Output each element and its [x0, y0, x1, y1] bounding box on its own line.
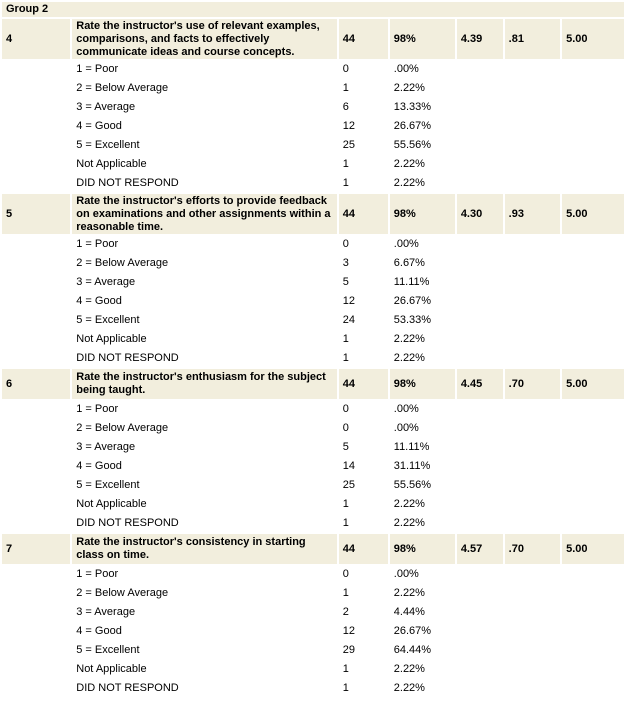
- answer-label: Not Applicable: [72, 156, 336, 173]
- answer-empty-cell: [505, 585, 560, 602]
- answer-count: 1: [339, 80, 388, 97]
- answer-empty-cell: [505, 137, 560, 154]
- answer-row: [2, 661, 624, 678]
- question-mean: 4.30: [457, 194, 503, 234]
- answer-row: [2, 585, 624, 602]
- answer-empty-cell: [505, 61, 560, 78]
- answer-count: 1: [339, 585, 388, 602]
- answer-empty-cell: [505, 350, 560, 367]
- answer-empty-cell: [505, 420, 560, 437]
- answer-spacer: [2, 99, 70, 116]
- answer-empty-cell: [562, 99, 624, 116]
- answer-empty-cell: [457, 80, 503, 97]
- answer-row: [2, 566, 624, 583]
- answer-percent: 2.22%: [390, 680, 455, 697]
- answer-label: 4 = Good: [72, 458, 336, 475]
- answer-percent: 55.56%: [390, 137, 455, 154]
- answer-percent: .00%: [390, 401, 455, 418]
- answer-percent: 26.67%: [390, 293, 455, 310]
- answer-empty-cell: [505, 255, 560, 272]
- question-row: [2, 194, 624, 234]
- question-mean: 4.57: [457, 534, 503, 564]
- answer-empty-cell: [562, 137, 624, 154]
- answer-count: 1: [339, 331, 388, 348]
- answer-count: 0: [339, 566, 388, 583]
- answer-percent: 2.22%: [390, 350, 455, 367]
- answer-empty-cell: [457, 350, 503, 367]
- answer-empty-cell: [562, 477, 624, 494]
- answer-spacer: [2, 255, 70, 272]
- question-n: 44: [339, 534, 388, 564]
- answer-empty-cell: [457, 420, 503, 437]
- question-n: 44: [339, 194, 388, 234]
- answer-count: 25: [339, 137, 388, 154]
- answer-percent: .00%: [390, 61, 455, 78]
- answer-spacer: [2, 61, 70, 78]
- question-number: 4: [2, 19, 70, 59]
- answer-count: 12: [339, 623, 388, 640]
- answer-count: 25: [339, 477, 388, 494]
- answer-empty-cell: [562, 680, 624, 697]
- answer-spacer: [2, 496, 70, 513]
- question-std-dev: .93: [505, 194, 560, 234]
- answer-row: [2, 99, 624, 116]
- group-header-row: [2, 2, 624, 17]
- question-n: 44: [339, 19, 388, 59]
- answer-empty-cell: [505, 175, 560, 192]
- answer-empty-cell: [457, 623, 503, 640]
- answer-spacer: [2, 604, 70, 621]
- answer-spacer: [2, 420, 70, 437]
- answer-empty-cell: [562, 458, 624, 475]
- question-row: [2, 369, 624, 399]
- answer-label: 3 = Average: [72, 99, 336, 116]
- answer-count: 1: [339, 156, 388, 173]
- answer-label: 2 = Below Average: [72, 255, 336, 272]
- answer-spacer: [2, 312, 70, 329]
- answer-label: 4 = Good: [72, 623, 336, 640]
- answer-label: DID NOT RESPOND: [72, 175, 336, 192]
- answer-count: 2: [339, 604, 388, 621]
- answer-empty-cell: [457, 255, 503, 272]
- answer-label: 2 = Below Average: [72, 80, 336, 97]
- answer-empty-cell: [562, 118, 624, 135]
- answer-count: 6: [339, 99, 388, 116]
- answer-percent: 26.67%: [390, 623, 455, 640]
- answer-label: Not Applicable: [72, 661, 336, 678]
- answer-empty-cell: [457, 312, 503, 329]
- answer-empty-cell: [505, 439, 560, 456]
- answer-empty-cell: [505, 680, 560, 697]
- answer-count: 0: [339, 236, 388, 253]
- answer-spacer: [2, 515, 70, 532]
- answer-empty-cell: [457, 293, 503, 310]
- answer-row: [2, 274, 624, 291]
- answer-empty-cell: [457, 175, 503, 192]
- answer-spacer: [2, 156, 70, 173]
- answer-spacer: [2, 401, 70, 418]
- answer-empty-cell: [562, 274, 624, 291]
- answer-spacer: [2, 623, 70, 640]
- answer-empty-cell: [457, 515, 503, 532]
- answer-label: DID NOT RESPOND: [72, 680, 336, 697]
- answer-empty-cell: [505, 331, 560, 348]
- answer-percent: .00%: [390, 420, 455, 437]
- answer-count: 1: [339, 515, 388, 532]
- answer-empty-cell: [505, 99, 560, 116]
- answer-percent: 2.22%: [390, 175, 455, 192]
- answer-percent: 2.22%: [390, 80, 455, 97]
- answer-percent: 26.67%: [390, 118, 455, 135]
- answer-count: 24: [339, 312, 388, 329]
- answer-label: DID NOT RESPOND: [72, 350, 336, 367]
- answer-empty-cell: [562, 255, 624, 272]
- answer-count: 12: [339, 293, 388, 310]
- answer-count: 1: [339, 175, 388, 192]
- answer-count: 1: [339, 496, 388, 513]
- answer-empty-cell: [562, 236, 624, 253]
- answer-empty-cell: [457, 642, 503, 659]
- answer-percent: 55.56%: [390, 477, 455, 494]
- answer-count: 14: [339, 458, 388, 475]
- answer-percent: 2.22%: [390, 496, 455, 513]
- question-std-dev: .70: [505, 369, 560, 399]
- answer-empty-cell: [505, 274, 560, 291]
- answer-row: [2, 331, 624, 348]
- answer-row: [2, 496, 624, 513]
- question-median: 5.00: [562, 194, 624, 234]
- answer-spacer: [2, 477, 70, 494]
- answer-spacer: [2, 137, 70, 154]
- answer-empty-cell: [457, 661, 503, 678]
- answer-spacer: [2, 566, 70, 583]
- answer-percent: 53.33%: [390, 312, 455, 329]
- answer-label: 3 = Average: [72, 439, 336, 456]
- answer-count: 0: [339, 401, 388, 418]
- answer-label: 4 = Good: [72, 293, 336, 310]
- answer-spacer: [2, 680, 70, 697]
- answer-row: [2, 458, 624, 475]
- question-text: Rate the instructor's enthusiasm for the subject being taught.: [72, 369, 336, 399]
- answer-spacer: [2, 175, 70, 192]
- answer-label: 2 = Below Average: [72, 585, 336, 602]
- answer-empty-cell: [505, 236, 560, 253]
- answer-empty-cell: [505, 401, 560, 418]
- answer-empty-cell: [562, 293, 624, 310]
- answer-spacer: [2, 293, 70, 310]
- question-response-rate: 98%: [390, 534, 455, 564]
- question-number: 6: [2, 369, 70, 399]
- answer-empty-cell: [505, 623, 560, 640]
- answer-empty-cell: [457, 566, 503, 583]
- answer-row: [2, 80, 624, 97]
- answer-row: [2, 350, 624, 367]
- answer-label: 5 = Excellent: [72, 137, 336, 154]
- answer-empty-cell: [505, 312, 560, 329]
- answer-spacer: [2, 80, 70, 97]
- answer-label: 5 = Excellent: [72, 642, 336, 659]
- answer-empty-cell: [562, 604, 624, 621]
- question-mean: 4.45: [457, 369, 503, 399]
- answer-empty-cell: [505, 642, 560, 659]
- answer-spacer: [2, 458, 70, 475]
- answer-percent: 31.11%: [390, 458, 455, 475]
- question-text: Rate the instructor's efforts to provide feedback on examinations and other assignments within a reasonable time.: [72, 194, 336, 234]
- answer-row: [2, 175, 624, 192]
- answer-empty-cell: [562, 661, 624, 678]
- answer-label: 1 = Poor: [72, 566, 336, 583]
- answer-label: 5 = Excellent: [72, 477, 336, 494]
- answer-empty-cell: [505, 293, 560, 310]
- answer-row: [2, 312, 624, 329]
- answer-row: [2, 61, 624, 78]
- answer-row: [2, 439, 624, 456]
- question-n: 44: [339, 369, 388, 399]
- answer-row: [2, 642, 624, 659]
- answer-empty-cell: [457, 137, 503, 154]
- answer-empty-cell: [457, 680, 503, 697]
- answer-row: [2, 515, 624, 532]
- answer-percent: 13.33%: [390, 99, 455, 116]
- answer-count: 0: [339, 420, 388, 437]
- answer-spacer: [2, 642, 70, 659]
- answer-count: 29: [339, 642, 388, 659]
- answer-empty-cell: [562, 350, 624, 367]
- answer-empty-cell: [457, 439, 503, 456]
- answer-empty-cell: [562, 585, 624, 602]
- question-median: 5.00: [562, 534, 624, 564]
- answer-count: 1: [339, 661, 388, 678]
- answer-empty-cell: [457, 496, 503, 513]
- answer-empty-cell: [562, 80, 624, 97]
- answer-percent: 11.11%: [390, 439, 455, 456]
- answer-percent: .00%: [390, 566, 455, 583]
- group-title: Group 2: [2, 2, 624, 17]
- answer-empty-cell: [457, 274, 503, 291]
- question-mean: 4.39: [457, 19, 503, 59]
- question-std-dev: .70: [505, 534, 560, 564]
- answer-row: [2, 255, 624, 272]
- answer-count: 1: [339, 680, 388, 697]
- answer-percent: 2.22%: [390, 661, 455, 678]
- answer-percent: 4.44%: [390, 604, 455, 621]
- answer-percent: .00%: [390, 236, 455, 253]
- answer-empty-cell: [457, 477, 503, 494]
- answer-row: [2, 420, 624, 437]
- answer-percent: 2.22%: [390, 156, 455, 173]
- answer-percent: 11.11%: [390, 274, 455, 291]
- answer-row: [2, 118, 624, 135]
- answer-count: 12: [339, 118, 388, 135]
- answer-empty-cell: [457, 99, 503, 116]
- answer-empty-cell: [562, 439, 624, 456]
- answer-empty-cell: [562, 175, 624, 192]
- answer-empty-cell: [457, 401, 503, 418]
- answer-count: 3: [339, 255, 388, 272]
- answer-empty-cell: [457, 156, 503, 173]
- answer-count: 5: [339, 274, 388, 291]
- answer-empty-cell: [562, 420, 624, 437]
- answer-empty-cell: [562, 623, 624, 640]
- answer-row: [2, 137, 624, 154]
- answer-empty-cell: [562, 515, 624, 532]
- answer-spacer: [2, 331, 70, 348]
- question-number: 5: [2, 194, 70, 234]
- results-body: [2, 2, 624, 697]
- answer-label: Not Applicable: [72, 331, 336, 348]
- answer-label: 2 = Below Average: [72, 420, 336, 437]
- question-response-rate: 98%: [390, 194, 455, 234]
- answer-empty-cell: [457, 61, 503, 78]
- question-text: Rate the instructor's consistency in starting class on time.: [72, 534, 336, 564]
- answer-empty-cell: [505, 661, 560, 678]
- answer-label: 1 = Poor: [72, 401, 336, 418]
- answer-empty-cell: [505, 496, 560, 513]
- answer-empty-cell: [505, 156, 560, 173]
- question-std-dev: .81: [505, 19, 560, 59]
- answer-empty-cell: [457, 331, 503, 348]
- answer-empty-cell: [505, 458, 560, 475]
- answer-empty-cell: [562, 496, 624, 513]
- answer-empty-cell: [505, 477, 560, 494]
- answer-empty-cell: [505, 515, 560, 532]
- answer-spacer: [2, 585, 70, 602]
- answer-label: 1 = Poor: [72, 236, 336, 253]
- answer-count: 5: [339, 439, 388, 456]
- answer-empty-cell: [457, 458, 503, 475]
- answer-empty-cell: [457, 604, 503, 621]
- question-number: 7: [2, 534, 70, 564]
- answer-empty-cell: [562, 401, 624, 418]
- answer-percent: 2.22%: [390, 331, 455, 348]
- answer-label: Not Applicable: [72, 496, 336, 513]
- answer-empty-cell: [562, 312, 624, 329]
- question-row: [2, 534, 624, 564]
- answer-spacer: [2, 439, 70, 456]
- answer-empty-cell: [562, 566, 624, 583]
- answer-spacer: [2, 236, 70, 253]
- answer-row: [2, 604, 624, 621]
- answer-empty-cell: [562, 61, 624, 78]
- question-response-rate: 98%: [390, 19, 455, 59]
- answer-empty-cell: [505, 566, 560, 583]
- answer-percent: 2.22%: [390, 515, 455, 532]
- answer-empty-cell: [457, 236, 503, 253]
- answer-row: [2, 401, 624, 418]
- answer-count: 0: [339, 61, 388, 78]
- answer-empty-cell: [505, 80, 560, 97]
- answer-empty-cell: [562, 331, 624, 348]
- answer-row: [2, 477, 624, 494]
- answer-row: [2, 156, 624, 173]
- answer-label: 4 = Good: [72, 118, 336, 135]
- answer-row: [2, 236, 624, 253]
- question-median: 5.00: [562, 369, 624, 399]
- answer-label: 5 = Excellent: [72, 312, 336, 329]
- answer-empty-cell: [505, 118, 560, 135]
- answer-spacer: [2, 118, 70, 135]
- answer-spacer: [2, 350, 70, 367]
- answer-empty-cell: [562, 156, 624, 173]
- answer-spacer: [2, 661, 70, 678]
- answer-label: 1 = Poor: [72, 61, 336, 78]
- answer-percent: 6.67%: [390, 255, 455, 272]
- answer-empty-cell: [457, 585, 503, 602]
- answer-count: 1: [339, 350, 388, 367]
- answer-label: 3 = Average: [72, 274, 336, 291]
- answer-percent: 2.22%: [390, 585, 455, 602]
- answer-row: [2, 680, 624, 697]
- answer-row: [2, 623, 624, 640]
- answer-empty-cell: [505, 604, 560, 621]
- answer-spacer: [2, 274, 70, 291]
- answer-empty-cell: [457, 118, 503, 135]
- answer-label: 3 = Average: [72, 604, 336, 621]
- question-row: [2, 19, 624, 59]
- answer-percent: 64.44%: [390, 642, 455, 659]
- answer-label: DID NOT RESPOND: [72, 515, 336, 532]
- answer-row: [2, 293, 624, 310]
- question-text: Rate the instructor's use of relevant examples, comparisons, and facts to effectively communicate ideas and course concepts.: [72, 19, 336, 59]
- answer-empty-cell: [562, 642, 624, 659]
- question-median: 5.00: [562, 19, 624, 59]
- question-response-rate: 98%: [390, 369, 455, 399]
